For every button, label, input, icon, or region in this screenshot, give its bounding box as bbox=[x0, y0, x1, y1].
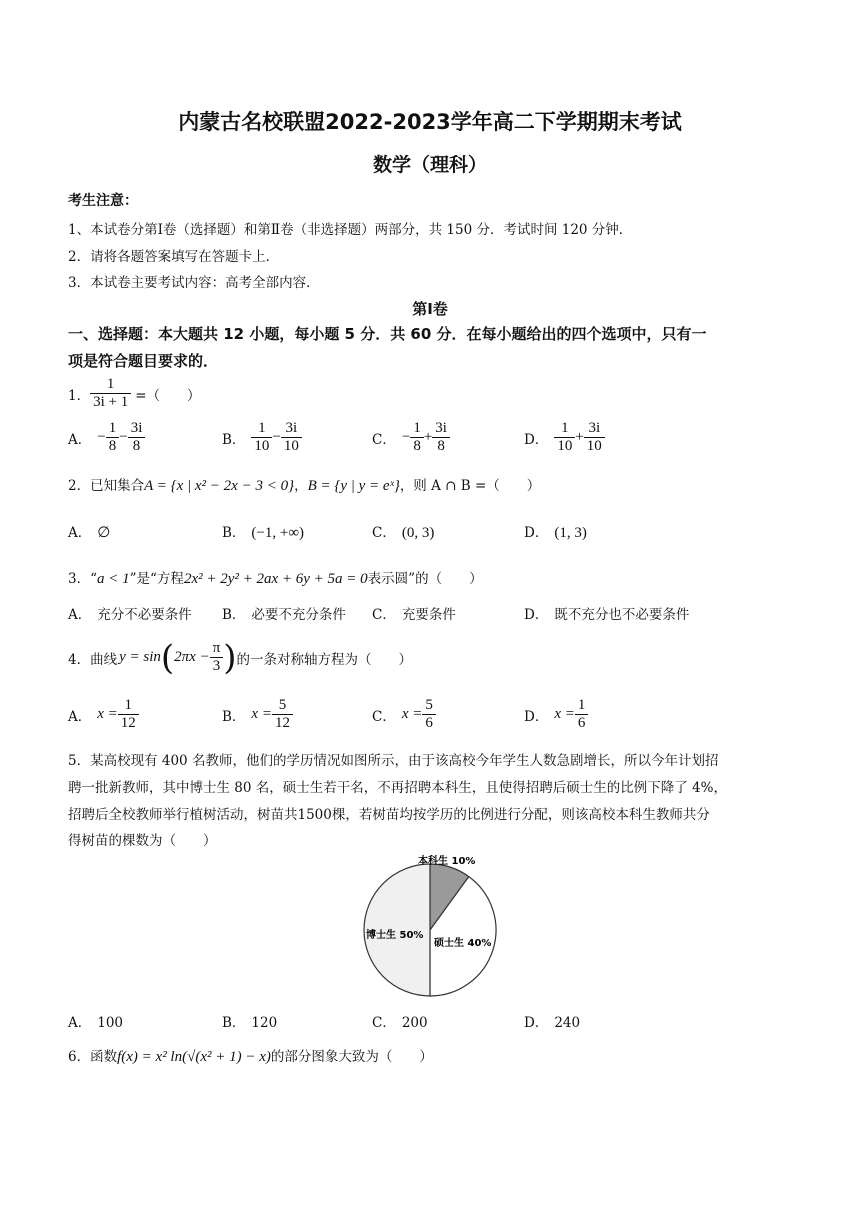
q5-line-4: 得树苗的棵数为（ ） bbox=[68, 833, 217, 849]
q4-pi-num: π bbox=[210, 640, 224, 658]
q2-sep: ， bbox=[294, 478, 308, 494]
q4-option-a[interactable] bbox=[68, 697, 139, 733]
q3-option-d-text: 既不充分也不必要条件 bbox=[554, 607, 690, 623]
q3-mid: ”是“方程 bbox=[129, 571, 184, 587]
q4-option-b-var: x = bbox=[251, 706, 272, 723]
q3-pre: 3．“ bbox=[68, 571, 97, 587]
q4-b-num: 5 bbox=[272, 697, 293, 715]
q4-c-num: 5 bbox=[422, 697, 436, 715]
q4-option-a-label: A． bbox=[68, 708, 92, 725]
q3-option-a-label: A． bbox=[68, 607, 92, 623]
q4-expr-in: 2πx − bbox=[174, 649, 210, 666]
q4-option-d-label: D． bbox=[524, 708, 549, 725]
q1-option-b[interactable] bbox=[222, 420, 302, 456]
q1-c-num2: 3i bbox=[432, 420, 450, 438]
q1-c-den1: 8 bbox=[413, 438, 421, 455]
q1-a-num1: 1 bbox=[106, 420, 120, 438]
q3-option-b-text: 必要不充分条件 bbox=[251, 607, 346, 623]
q5-option-c-text: 200 bbox=[401, 1015, 428, 1031]
q3-option-c-text: 充要条件 bbox=[401, 607, 456, 623]
exam-title: 内蒙古名校联盟2022-2023学年高二下学期期末考试 bbox=[178, 110, 682, 134]
q1-d-num1: 1 bbox=[554, 420, 575, 438]
q1-option-c-sign: − bbox=[401, 429, 411, 446]
q1-c-den2: 8 bbox=[437, 438, 445, 455]
q3-condition: a < 1 bbox=[97, 571, 130, 587]
q5-line-3: 招聘后全校教师举行植树活动，树苗共1500棵，若树苗均按学历的比例进行分配，则该高校本科生教师共分 bbox=[68, 807, 710, 823]
q5-option-d[interactable] bbox=[524, 1011, 580, 1031]
q4-d-num: 1 bbox=[575, 697, 589, 715]
q1-fraction bbox=[90, 376, 131, 412]
notice-item-3: 3．本试卷主要考试内容：高考全部内容． bbox=[68, 275, 320, 291]
q4-option-d-var: x = bbox=[554, 706, 575, 723]
q1-option-d-op: + bbox=[575, 429, 584, 446]
q4-tail: 的一条对称轴方程为（ ） bbox=[236, 651, 413, 668]
q1-option-d-label: D． bbox=[524, 431, 549, 448]
q1-option-d[interactable] bbox=[524, 420, 605, 456]
question-6 bbox=[68, 1045, 433, 1066]
q2-option-c-text: (0, 3) bbox=[401, 525, 435, 541]
q5-option-b-label: B． bbox=[222, 1015, 246, 1031]
q2-option-d-text: (1, 3) bbox=[554, 525, 587, 541]
q2-option-d[interactable] bbox=[524, 521, 587, 542]
q1-a-den2: 8 bbox=[132, 438, 141, 455]
q1-option-c-op: + bbox=[423, 429, 433, 446]
q3-option-a[interactable] bbox=[68, 603, 192, 623]
q1-option-a-sign: − bbox=[97, 429, 106, 446]
q4-option-d[interactable] bbox=[524, 697, 588, 733]
q1-b-num2: 3i bbox=[281, 420, 302, 438]
q4-a-num: 1 bbox=[118, 697, 139, 715]
q5-line-1: 5．某高校现有 400 名教师，他们的学历情况如图所示，由于该高校今年学生人数急剧增长，所以今年计划招 bbox=[68, 753, 719, 769]
q5-option-a-text: 100 bbox=[97, 1015, 124, 1031]
q4-option-a-var: x = bbox=[97, 706, 118, 723]
q4-prefix: 4．曲线 bbox=[68, 651, 118, 668]
q1-option-a-op: − bbox=[119, 429, 128, 446]
q4-option-b-label: B． bbox=[222, 708, 246, 725]
question-1 bbox=[68, 376, 201, 412]
q5-option-a[interactable] bbox=[68, 1011, 123, 1031]
q3-tail: 表示圆”的（ ） bbox=[367, 571, 483, 587]
question-4 bbox=[68, 637, 413, 678]
q3-option-c-label: C． bbox=[372, 607, 396, 623]
q2-option-c[interactable] bbox=[372, 521, 434, 542]
q4-paren-open: ( bbox=[160, 637, 175, 678]
q5-option-a-label: A． bbox=[68, 1015, 92, 1031]
pie-label-doctor: 博士生 50% bbox=[366, 930, 424, 941]
q2-option-b-text: (−1, +∞) bbox=[251, 525, 305, 541]
q5-option-b[interactable] bbox=[222, 1011, 277, 1031]
q4-paren-close: ) bbox=[223, 637, 237, 678]
q3-option-a-text: 充分不必要条件 bbox=[97, 607, 192, 623]
q3-equation: 2x² + 2y² + 2ax + 6y + 5a = 0 bbox=[183, 571, 368, 587]
q3-option-d-label: D． bbox=[524, 607, 549, 623]
q5-option-d-label: D． bbox=[524, 1015, 549, 1031]
q2-tail: ，则 A ∩ B =（ ） bbox=[399, 478, 541, 494]
q5-option-d-text: 240 bbox=[554, 1015, 581, 1031]
q3-option-d[interactable] bbox=[524, 603, 689, 623]
q2-option-d-label: D． bbox=[524, 525, 549, 541]
pie-label-master: 硕士生 40% bbox=[434, 938, 492, 949]
q1-a-num2: 3i bbox=[128, 420, 146, 438]
q2-set-b: B = {y | y = eˣ} bbox=[307, 478, 400, 494]
q2-prefix: 2．已知集合 bbox=[68, 478, 145, 494]
q1-d-den2: 10 bbox=[586, 438, 602, 455]
q1-option-b-op: − bbox=[272, 429, 281, 446]
q4-option-c-label: C． bbox=[372, 708, 396, 725]
notice-heading: 考生注意： bbox=[68, 193, 138, 209]
q5-option-c[interactable] bbox=[372, 1011, 428, 1031]
q1-b-den2: 10 bbox=[283, 438, 299, 455]
section-line-1: 一、选择题：本大题共 12 小题，每小题 5 分．共 60 分．在每小题给出的四个选项中，只有一 bbox=[68, 325, 707, 343]
q1-option-c[interactable] bbox=[372, 420, 450, 456]
education-pie-chart bbox=[360, 850, 500, 1002]
q1-b-num1: 1 bbox=[251, 420, 272, 438]
q1-d-num2: 3i bbox=[584, 420, 605, 438]
q6-expr: f(x) = x² ln(√(x² + 1) − x) bbox=[117, 1049, 271, 1065]
q5-option-b-text: 120 bbox=[251, 1015, 278, 1031]
q2-option-a-label: A． bbox=[68, 525, 92, 541]
part-label: 第Ⅰ卷 bbox=[412, 300, 448, 318]
q1-frac-num: 1 bbox=[90, 376, 131, 394]
q3-option-c[interactable] bbox=[372, 603, 456, 623]
q4-expr-pre: y = sin bbox=[119, 649, 161, 666]
q2-option-c-label: C． bbox=[372, 525, 396, 541]
q4-option-c[interactable] bbox=[372, 697, 436, 733]
q6-tail: 的部分图象大致为（ ） bbox=[270, 1049, 433, 1065]
q1-frac-den: 3i + 1 bbox=[93, 394, 129, 411]
q1-c-num1: 1 bbox=[410, 420, 424, 438]
q4-b-den: 12 bbox=[274, 715, 290, 732]
question-2 bbox=[68, 474, 540, 495]
q1-option-b-label: B． bbox=[222, 431, 246, 448]
notice-item-2: 2．请将各题答案填写在答题卡上． bbox=[68, 249, 280, 265]
q1-a-den1: 8 bbox=[108, 438, 117, 455]
notice-item-1: 1、本试卷分第Ⅰ卷（选择题）和第Ⅱ卷（非选择题）两部分，共 150 分．考试时间 120 分钟． bbox=[68, 222, 633, 238]
q5-option-c-label: C． bbox=[372, 1015, 396, 1031]
q3-option-b-label: B． bbox=[222, 607, 246, 623]
q2-set-a: A = {x | x² − 2x − 3 < 0} bbox=[144, 478, 295, 494]
q4-option-c-var: x = bbox=[401, 706, 423, 723]
question-3 bbox=[68, 567, 483, 588]
q4-pi-den: 3 bbox=[212, 658, 221, 675]
q1-number: 1． bbox=[68, 387, 91, 404]
q4-d-den: 6 bbox=[577, 715, 586, 732]
q1-d-den1: 10 bbox=[557, 438, 573, 455]
q3-option-b[interactable] bbox=[222, 603, 346, 623]
q6-prefix: 6．函数 bbox=[68, 1049, 118, 1065]
q2-option-b-label: B． bbox=[222, 525, 246, 541]
q1-option-a-label: A． bbox=[68, 431, 92, 448]
q4-c-den: 6 bbox=[425, 715, 433, 732]
q4-option-b[interactable] bbox=[222, 697, 293, 733]
pie-label-undergrad: 本科生 10% bbox=[418, 856, 476, 867]
section-line-2: 项是符合题目要求的． bbox=[68, 352, 219, 370]
exam-subtitle: 数学（理科） bbox=[372, 154, 487, 176]
q2-option-a-text: ∅ bbox=[97, 525, 111, 541]
q1-option-c-label: C． bbox=[372, 431, 396, 448]
q1-tail: =（ ） bbox=[135, 387, 201, 404]
q2-option-b[interactable] bbox=[222, 521, 304, 542]
q1-option-a[interactable] bbox=[68, 420, 145, 456]
q2-option-a[interactable] bbox=[68, 521, 110, 542]
q4-a-den: 12 bbox=[120, 715, 136, 732]
q5-line-2: 聘一批新教师，其中博士生 80 名，硕士生若干名，不再招聘本科生，且使得招聘后硕士生的比例下降了 4%， bbox=[68, 780, 727, 796]
q1-b-den1: 10 bbox=[254, 438, 270, 455]
